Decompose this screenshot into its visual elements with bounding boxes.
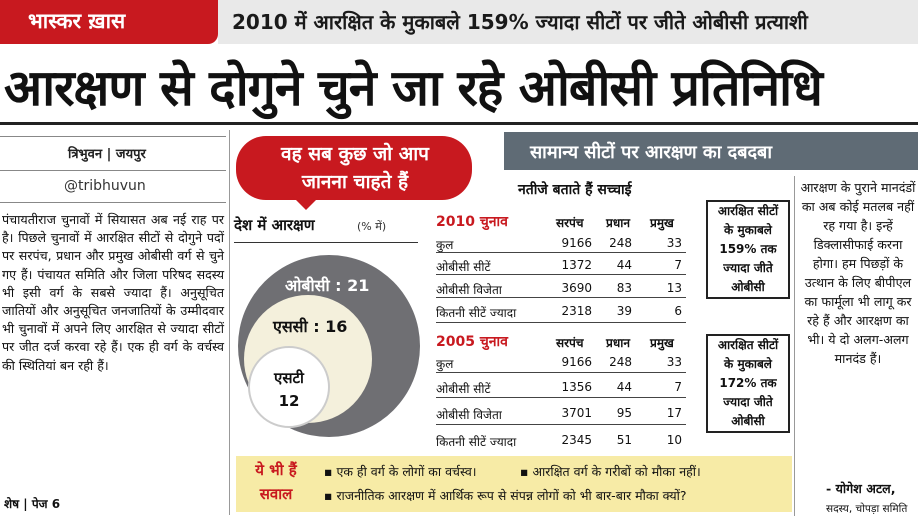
callout-2005 <box>706 334 790 433</box>
callout-line: ज्यादा जीते <box>723 261 773 275</box>
table-cell: 17 <box>666 406 682 420</box>
header-pradhan: प्रधान <box>606 216 630 230</box>
handle-rule <box>0 202 226 203</box>
sc-label: एससी : 16 <box>273 317 348 336</box>
reservation-unit: (% में) <box>357 220 387 233</box>
table-cell: 248 <box>609 355 632 369</box>
header-pradhan: प्रधान <box>606 336 630 350</box>
balloon-line-2: जानना चाहते हैं <box>301 171 409 193</box>
table-cell: 248 <box>609 236 632 250</box>
callout-line: आरक्षित सीटों <box>717 204 779 218</box>
table-row-label: ओबीसी सीटें <box>436 260 491 274</box>
kicker-badge <box>0 0 218 44</box>
table-row-label: कितनी सीटें ज्यादा <box>436 435 517 449</box>
table-row-label: ओबीसी सीटें <box>436 382 491 396</box>
question-2: ▪ आरक्षित वर्ग के गरीबों को मौका नहीं। <box>520 464 701 479</box>
questions-label-line-2: सवाल <box>259 485 293 503</box>
table-cell: 95 <box>616 406 632 420</box>
table-cell: 3690 <box>561 281 592 295</box>
callout-line: 159% तक <box>719 242 777 256</box>
table-row-label: कुल <box>436 238 454 252</box>
header-pramukh: प्रमुख <box>650 216 674 230</box>
row-divider <box>436 297 686 298</box>
obc-label: ओबीसी : 21 <box>285 276 370 295</box>
table-2005-year: 2005 चुनाव <box>436 334 508 350</box>
table-cell: 39 <box>616 304 632 318</box>
table-cell: 1372 <box>561 258 592 272</box>
table-cell: 9166 <box>561 236 592 250</box>
table-cell: 44 <box>616 380 632 394</box>
row-divider <box>436 322 686 323</box>
table-cell: 44 <box>616 258 632 272</box>
table-cell: 3701 <box>561 406 592 420</box>
balloon-tail <box>292 196 320 210</box>
section-band-title: सामान्य सीटों पर आरक्षण का दबदबा <box>530 142 772 163</box>
reservation-title: देश में आरक्षण <box>234 216 315 234</box>
callout-line: ओबीसी <box>731 280 765 294</box>
callout-line: ज्यादा जीते <box>723 395 773 409</box>
section-band <box>504 132 918 170</box>
quote-author: - योगेश अटल, <box>826 481 896 496</box>
results-title: नतीजे बताते हैं सच्चाई <box>518 182 632 198</box>
callout-line: ओबीसी <box>731 414 765 428</box>
callout-2010 <box>706 200 790 299</box>
twitter-handle[interactable]: @tribhuvun <box>64 178 146 194</box>
question-3: ▪ राजनीतिक आरक्षण में आर्थिक रूप से संपन्न लोगों को भी बार-बार मौका क्यों? <box>324 488 687 503</box>
kicker-badge-text: भास्कर ख़ास <box>28 9 126 33</box>
table-cell: 83 <box>616 281 632 295</box>
byline-rule <box>0 170 226 171</box>
balloon-line-1: वह सब कुछ जो आप <box>281 143 429 165</box>
row-divider <box>436 372 686 373</box>
st-label: एसटी <box>274 369 304 387</box>
callout-line: 172% तक <box>719 376 777 390</box>
column-divider <box>229 130 230 515</box>
table-2010-year: 2010 चुनाव <box>436 214 508 230</box>
article-body: पंचायतीराज चुनावों में सियासत अब नई राह पर है। पिछले चुनावों में आरक्षित सीटों से दोगुने पदों पर सरपंच, प्रधान और प्रमुख ओबीसी वर्ग से चुने गए हैं। पंचायत समिति और जिला परिषद सदस्य भी इसी वर्ग के सबसे ज्यादा हैं। अनुसूचित जातियों और अनुसूचित जनजातियों के उम्मीदवार भी चुनावों में अपने लिए आरक्षित से ज्यादा सीटों पर जीत दर्ज करवा रहे हैं। एक ही वर्ग के वर्चस्व की स्थितियां बन रही हैं। <box>2 212 224 373</box>
headline: आरक्षण से दोगुने चुने जा रहे ओबीसी प्रतिनिधि <box>4 59 822 117</box>
table-cell: 2318 <box>561 304 592 318</box>
row-divider <box>436 274 686 275</box>
byline: त्रिभुवन | जयपुर <box>68 147 146 162</box>
reservation-rule <box>234 242 418 243</box>
header-pramukh: प्रमुख <box>650 336 674 350</box>
callout-line: के मुकाबले <box>724 223 772 237</box>
st-value: 12 <box>278 392 300 410</box>
header-sarpanch: सरपंच <box>556 216 584 230</box>
row-divider <box>436 252 686 253</box>
table-cell: 7 <box>674 258 682 272</box>
table-cell: 51 <box>616 433 632 447</box>
table-cell: 6 <box>674 304 682 318</box>
table-cell: 9166 <box>561 355 592 369</box>
question-1: ▪ एक ही वर्ग के लोगों का वर्चस्व। <box>324 464 477 479</box>
callout-line: आरक्षित सीटों <box>717 338 779 352</box>
table-row-label: कितनी सीटें ज्यादा <box>436 306 517 320</box>
callout-line: के मुकाबले <box>724 357 772 371</box>
table-cell: 7 <box>674 380 682 394</box>
table-cell: 1356 <box>561 380 592 394</box>
row-divider <box>436 424 686 425</box>
table-cell: 13 <box>666 281 682 295</box>
byline-rule-top <box>0 136 226 137</box>
quote-text: आरक्षण के पुराने मानदंडों का अब कोई मतलब नहीं रह गया है। इन्हें डिक्लासीफाई करना होगा। हम पिछड़ों के उत्थान के लिए बीपीएल का फार्मूला भी लागू कर रहे हैं और आरक्षण का भी। ये दो अलग-अलग मानदंड हैं। <box>800 180 916 366</box>
table-cell: 10 <box>666 433 682 447</box>
table-row-label: कुल <box>436 357 454 371</box>
table-row-label: ओबीसी विजेता <box>436 408 502 422</box>
table-row-label: ओबीसी विजेता <box>436 283 502 297</box>
row-divider <box>436 397 686 398</box>
header-sarpanch: सरपंच <box>556 336 584 350</box>
table-cell: 2345 <box>561 433 592 447</box>
table-cell: 33 <box>666 355 682 369</box>
continued-link[interactable]: शेष | पेज 6 <box>4 497 61 511</box>
headline-rule <box>0 122 918 125</box>
kicker-text: 2010 में आरक्षित के मुकाबले 159% ज्यादा सीटों पर जीते ओबीसी प्रत्याशी <box>232 10 808 34</box>
quote-divider <box>794 176 795 516</box>
quote-role: सदस्य, चोपड़ा समिति <box>826 503 908 515</box>
table-cell: 33 <box>666 236 682 250</box>
questions-label-line-1: ये भी हैं <box>255 461 297 479</box>
